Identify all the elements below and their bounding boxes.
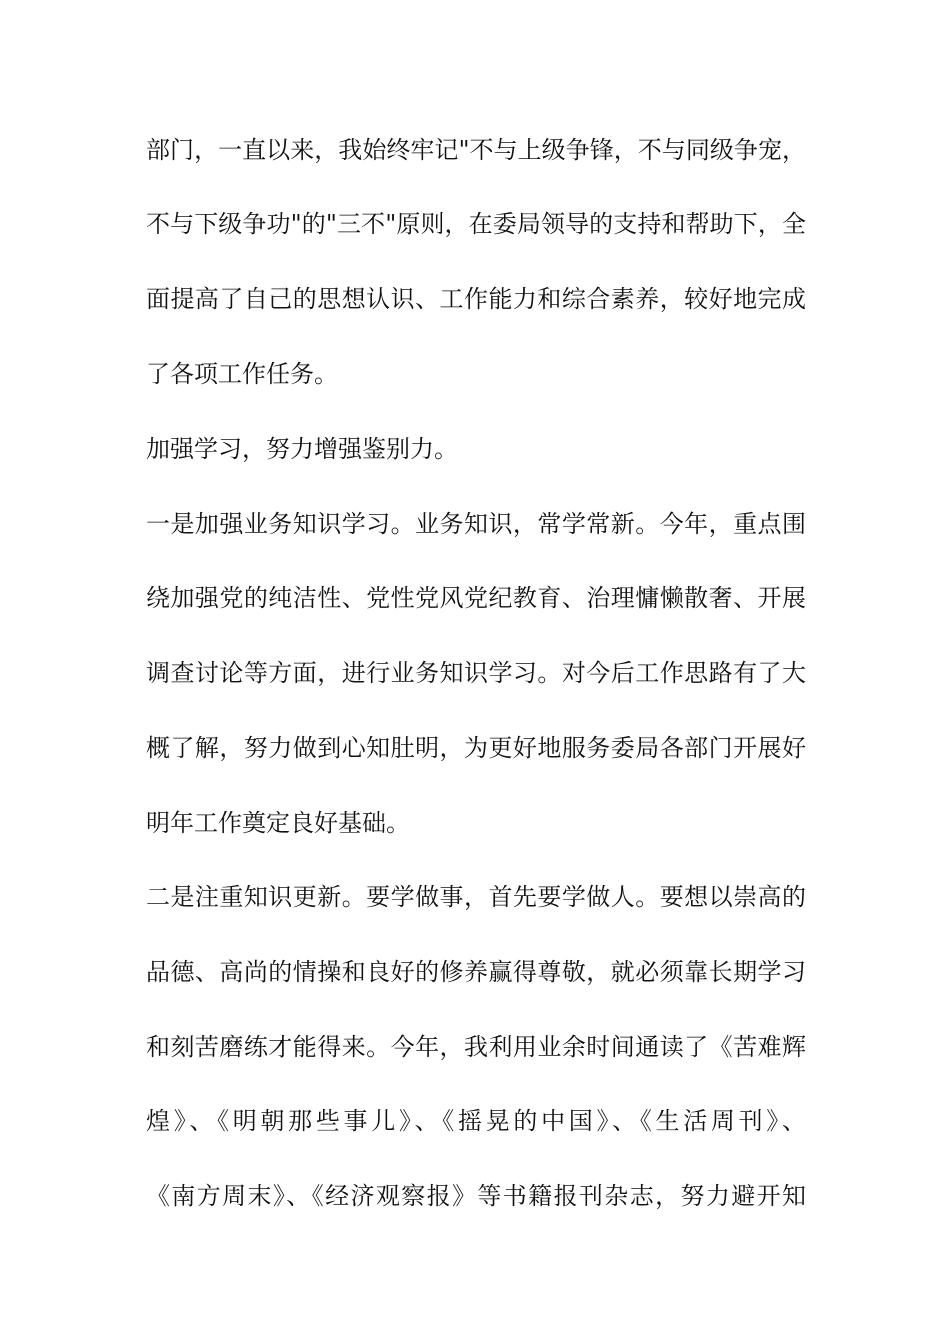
text-line-13: 和刻苦磨练才能得来。今年，我利用业余时间通读了《苦难辉 (146, 1033, 806, 1061)
text-line-4: 了各项工作任务。 (146, 360, 338, 388)
text-line-8: 调查讨论等方面，进行业务知识学习。对今后工作思路有了大 (146, 659, 806, 687)
text-line-9: 概了解，努力做到心知肚明，为更好地服务委局各部门开展好 (146, 734, 806, 762)
text-line-7: 绕加强党的纯洁性、党性党风党纪教育、治理慵懒散奢、开展 (146, 584, 806, 612)
text-line-14: 煌》、《明朝那些事儿》、《摇晃的中国》、《生活周刊》、 (146, 1107, 806, 1135)
section-heading: 加强学习，努力增强鉴别力。 (146, 435, 458, 463)
text-line-2: 不与下级争功"的"三不"原则，在委局领导的支持和帮助下，全 (146, 210, 806, 238)
text-line-12: 品德、高尚的情操和良好的修养赢得尊敬，就必须靠长期学习 (146, 958, 806, 986)
text-line-11: 二是注重知识更新。要学做事，首先要学做人。要想以崇高的 (146, 883, 806, 911)
text-line-6: 一是加强业务知识学习。业务知识，常学常新。今年，重点围 (146, 510, 806, 538)
text-line-3: 面提高了自己的思想认识、工作能力和综合素养，较好地完成 (146, 285, 806, 313)
text-line-15: 《南方周末》、《经济观察报》等书籍报刊杂志，努力避开知 (146, 1182, 806, 1210)
text-line-1: 部门，一直以来，我始终牢记"不与上级争锋，不与同级争宠， (146, 136, 806, 164)
text-line-10: 明年工作奠定良好基础。 (146, 809, 410, 837)
